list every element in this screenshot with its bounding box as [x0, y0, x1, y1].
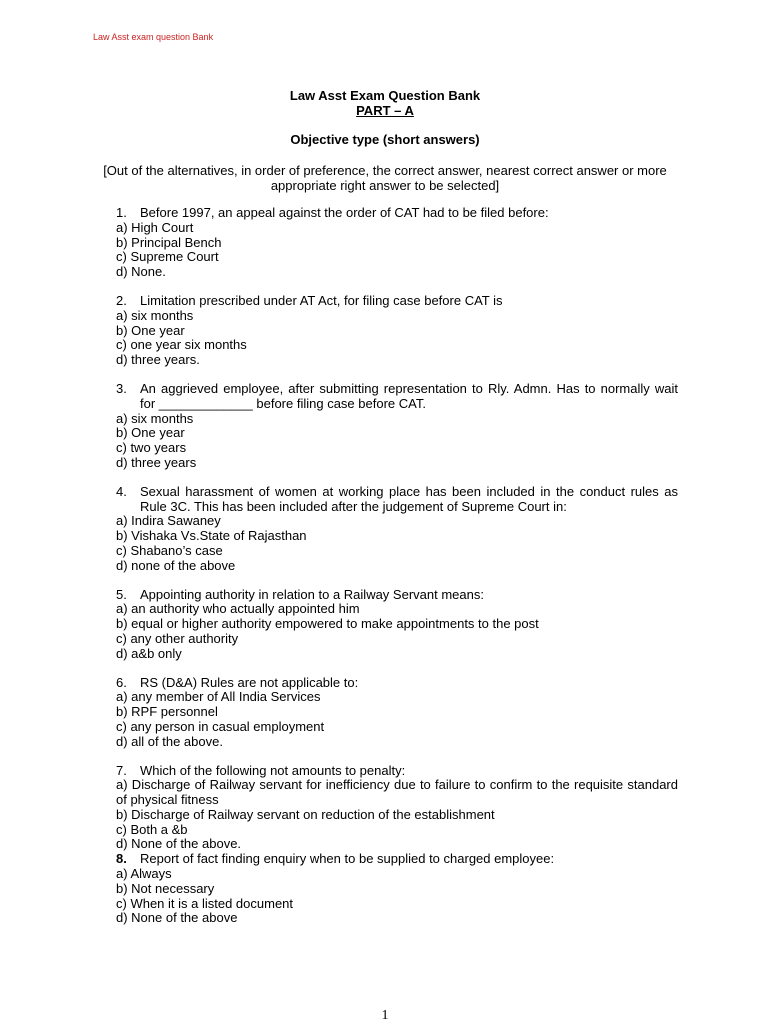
- option-b: b) RPF personnel: [116, 704, 218, 720]
- document-title: Law Asst Exam Question Bank: [289, 88, 481, 103]
- option-a: a) six months: [116, 307, 194, 323]
- page-number: 1: [381, 1008, 389, 1023]
- question-text: Before 1997, an appeal against the order of CAT had to be filed before:: [140, 205, 549, 220]
- question-stem: [116, 764, 678, 779]
- option-b: b) One year: [116, 322, 185, 338]
- option-c: c) Both a &b: [116, 821, 188, 837]
- question-text: Report of fact finding enquiry when to be supplied to charged employee:: [140, 851, 555, 867]
- question-text: RS (D&A) Rules are not applicable to:: [140, 674, 359, 690]
- question-number: 5.: [116, 586, 127, 602]
- question-stem: [116, 676, 678, 691]
- option-a: a) Indira Sawaney: [116, 513, 221, 529]
- question-number: 3.: [116, 380, 127, 396]
- question-stem: [116, 588, 678, 603]
- document-subtitle: PART – A: [356, 103, 414, 118]
- question-5: [116, 588, 678, 662]
- option-c: c) When it is a listed document: [116, 895, 294, 911]
- question-number: 2.: [116, 292, 127, 308]
- option-d: d) all of the above.: [116, 733, 223, 749]
- option-c: c) any other authority: [116, 630, 239, 646]
- option-a: a) Always: [116, 866, 172, 882]
- option-d: d) None of the above: [116, 910, 238, 926]
- question-number: 1.: [116, 205, 127, 220]
- question-3: [116, 382, 678, 471]
- option-b: b) Vishaka Vs.State of Rajasthan: [116, 528, 307, 544]
- option-c: c) any person in casual employment: [116, 718, 325, 734]
- question-stem: [116, 485, 678, 515]
- question-text: Which of the following not amounts to penalty:: [140, 762, 406, 778]
- question-stem: [116, 382, 678, 412]
- option-c: c) two years: [116, 440, 187, 456]
- question-6: [116, 676, 678, 750]
- question-text: Appointing authority in relation to a Railway Servant means:: [140, 586, 484, 602]
- question-number: 4.: [116, 483, 127, 499]
- option-d: d) None of the above.: [116, 836, 242, 852]
- option-d: d) three years.: [116, 352, 200, 368]
- question-number: 7.: [116, 762, 127, 778]
- option-b: b) Discharge of Railway servant on reduction of the establishment: [116, 806, 495, 822]
- option-b: b) Principal Bench: [116, 234, 222, 250]
- question-1: [116, 206, 678, 280]
- option-c: c) one year six months: [116, 337, 247, 353]
- option-d: d) three years: [116, 454, 197, 470]
- option-b: b) One year: [116, 425, 185, 441]
- question-stem: [116, 294, 678, 309]
- question-text: Limitation prescribed under AT Act, for filing case before CAT is: [140, 292, 503, 308]
- option-d: d) None.: [116, 264, 166, 280]
- option-d: d) none of the above: [116, 557, 236, 573]
- section-title: Objective type (short answers): [290, 132, 480, 147]
- question-number: 6.: [116, 674, 127, 690]
- question-4: [116, 485, 678, 574]
- option-a: a) High Court: [116, 219, 194, 235]
- option-c: c) Supreme Court: [116, 249, 219, 265]
- instructions-text: [Out of the alternatives, in order of preference, the correct answer, nearest correct answer or more appropriate right answer to be selected]: [103, 163, 667, 193]
- question-list: [116, 206, 678, 940]
- option-a: a) an authority who actually appointed him: [116, 601, 360, 617]
- option-a: a) any member of All India Services: [116, 689, 321, 705]
- question-2: [116, 294, 678, 368]
- option-d: d) a&b only: [116, 645, 182, 661]
- question-text: An aggrieved employee, after submitting representation to Rly. Admn. Has to normally wait for _____________ before filing case before CAT.: [140, 380, 678, 411]
- question-7: [116, 764, 678, 853]
- question-stem: [116, 852, 678, 867]
- option-b: b) Not necessary: [116, 880, 215, 896]
- question-8: [116, 852, 678, 926]
- option-a: a) Discharge of Railway servant for inefficiency due to failure to confirm to the requisite standard of physical fitness: [116, 777, 678, 808]
- option-b: b) equal or higher authority empowered to make appointments to the post: [116, 616, 539, 632]
- running-header: Law Asst exam question Bank: [93, 32, 214, 42]
- option-c: c) Shabano’s case: [116, 542, 223, 558]
- question-stem: [116, 206, 678, 221]
- question-number: 8.: [116, 851, 127, 867]
- option-a: a) six months: [116, 410, 194, 426]
- question-text: Sexual harassment of women at working place has been included in the conduct rules as Rule 3C. This has been included after the judgement of Supreme Court in:: [140, 483, 678, 514]
